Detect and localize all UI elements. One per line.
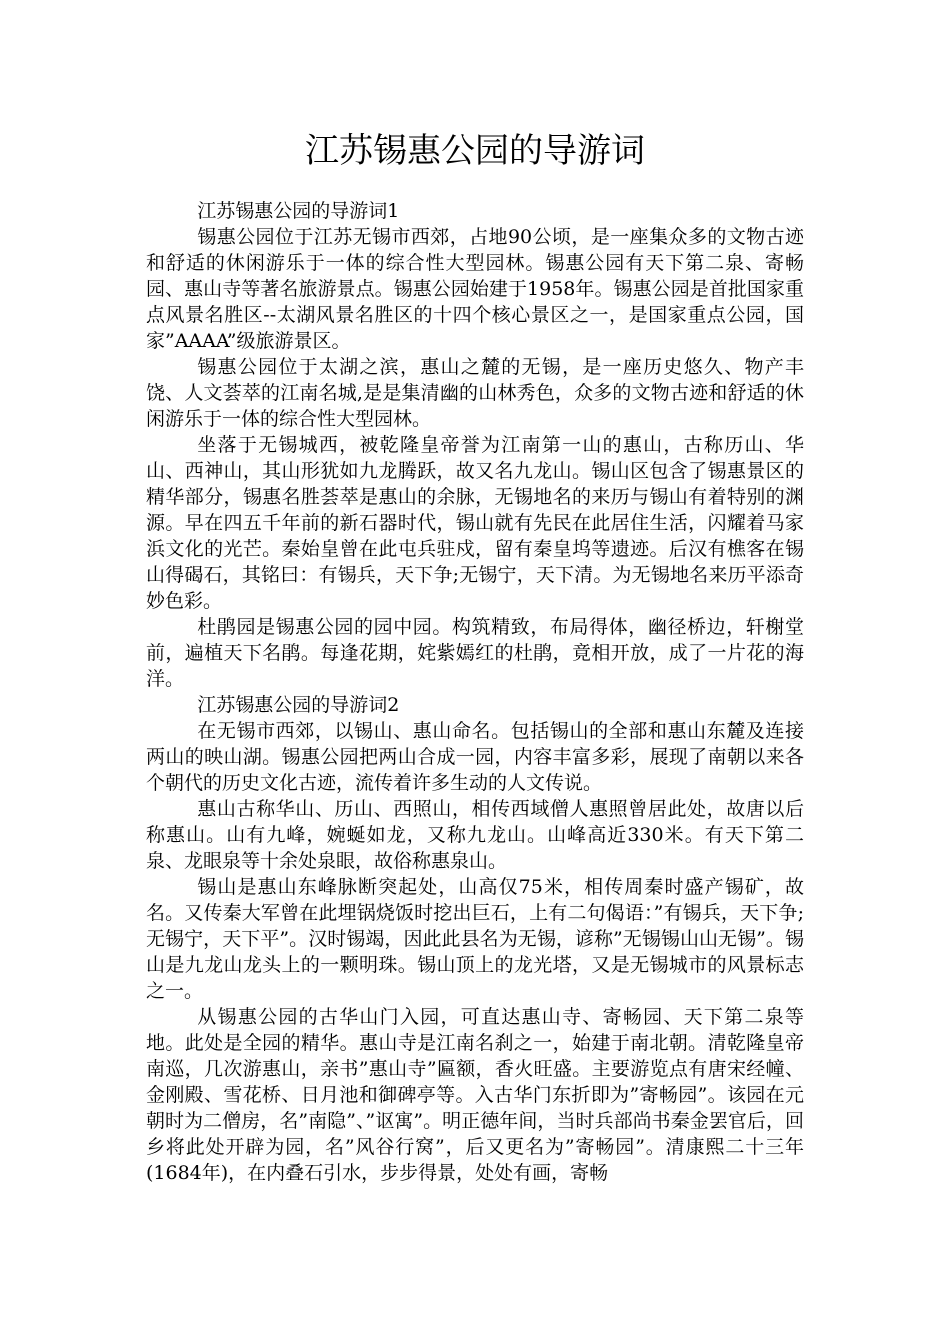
paragraph: 在无锡市西郊，以锡山、惠山命名。包括锡山的全部和惠山东麓及连接两山的映山湖。锡惠公园把两山合成一园，内容丰富多彩，展现了南朝以来各个朝代的历史文化古迹，流传着许多生动的人文传说。	[146, 720, 804, 794]
paragraph: 杜鹃园是锡惠公园的园中园。构筑精致，布局得体，幽径桥边，轩榭堂前，遍植天下名鹃。每逢花期，姹紫嫣红的杜鹃，竟相开放，成了一片花的海洋。	[146, 616, 804, 690]
paragraph: 锡惠公园位于江苏无锡市西郊，占地90公顷，是一座集众多的文物古迹和舒适的休闲游乐于一体的综合性大型园林。锡惠公园有天下第二泉、寄畅园、惠山寺等著名旅游景点。锡惠公园始建于1958年。锡惠公园是首批国家重点风景名胜区--太湖风景名胜区的十四个核心景区之一，是国家重点公园，国家”AAAA”级旅游景区。	[146, 226, 804, 352]
paragraph: 坐落于无锡城西，被乾隆皇帝誉为江南第一山的惠山，古称历山、华山、西神山，其山形犹如九龙腾跃，故又名九龙山。锡山区包含了锡惠景区的精华部分，锡惠名胜荟萃是惠山的余脉，无锡地名的来历与锡山有着特别的渊源。早在四五千年前的新石器时代，锡山就有先民在此居住生活，闪耀着马家浜文化的光芒。秦始皇曾在此屯兵驻戍，留有秦皇坞等遗迹。后汉有樵客在锡山得碣石，其铭曰：有锡兵，天下争;无锡宁，天下清。为无锡地名来历平添奇妙色彩。	[146, 434, 804, 612]
document-body	[146, 198, 804, 1186]
paragraph: 锡惠公园位于太湖之滨，惠山之麓的无锡，是一座历史悠久、物产丰饶、人文荟萃的江南名城,是是集清幽的山林秀色，众多的文物古迹和舒适的休闲游乐于一体的综合性大型园林。	[146, 356, 804, 430]
document-title: 江苏锡惠公园的导游词	[305, 131, 645, 171]
paragraph: 从锡惠公园的古华山门入园，可直达惠山寺、寄畅园、天下第二泉等地。此处是全园的精华。惠山寺是江南名刹之一，始建于南北朝。清乾隆皇帝南巡，几次游惠山，亲书”惠山寺”匾额，香火旺盛。主要游览点有唐宋经幢、金刚殿、雪花桥、日月池和御碑亭等。入古华门东折即为”寄畅园”。该园在元朝时为二僧房，名”南隐”、”讴寓”。明正德年间，当时兵部尚书秦金罢官后，回乡将此处开辟为园，名”风谷行窝”，后又更名为”寄畅园”。清康熙二十三年(1684年)，在内叠石引水，步步得景，处处有画，寄畅	[146, 1006, 804, 1184]
section-heading-1: 江苏锡惠公园的导游词1	[197, 200, 400, 222]
paragraph: 惠山古称华山、历山、西照山，相传西域僧人惠照曾居此处，故唐以后称惠山。山有九峰，婉蜒如龙，又称九龙山。山峰高近330米。有天下第二泉、龙眼泉等十余处泉眼，故俗称惠泉山。	[146, 798, 804, 872]
paragraph: 锡山是惠山东峰脉断突起处，山高仅75米，相传周秦时盛产锡矿，故名。又传秦大军曾在此埋锅烧饭时挖出巨石，上有二句偈语：”有锡兵，天下争;无锡宁，天下平”。汉时锡竭，因此此县名为无锡，谚称”无锡锡山山无锡”。锡山是九龙山龙头上的一颗明珠。锡山顶上的龙光塔，又是无锡城市的风景标志之一。	[146, 876, 804, 1002]
section-heading-2: 江苏锡惠公园的导游词2	[197, 694, 400, 716]
